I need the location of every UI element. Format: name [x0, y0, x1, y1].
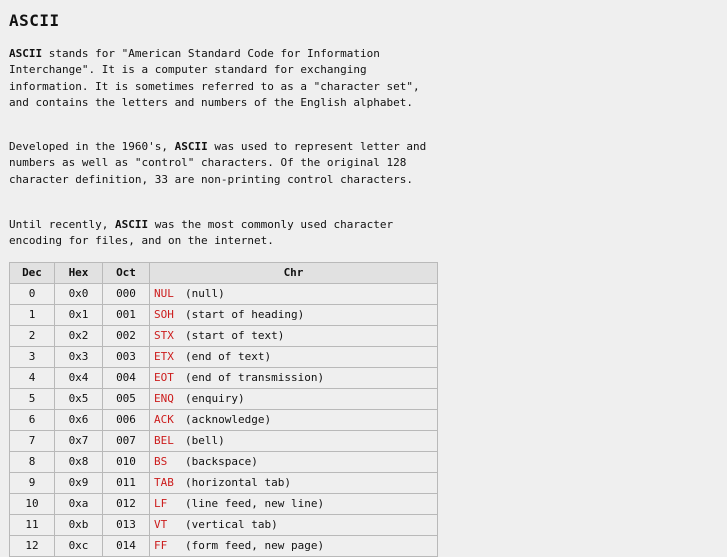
- dec-cell: 11: [10, 515, 55, 536]
- dec-cell: 9: [10, 473, 55, 494]
- table-row: [10, 389, 438, 410]
- table-row: [10, 410, 438, 431]
- oct-cell: 003: [103, 347, 150, 368]
- hex-cell: 0xa: [55, 494, 103, 515]
- dec-cell: 4: [10, 368, 55, 389]
- control-char-description: (enquiry): [185, 392, 245, 405]
- usage-text-after: was the most commonly used character encoding for files, and on the internet.: [9, 218, 394, 248]
- hex-cell: 0x4: [55, 368, 103, 389]
- oct-cell: 011: [103, 473, 150, 494]
- control-char-abbr: ACK: [154, 413, 174, 426]
- hex-cell: 0x9: [55, 473, 103, 494]
- oct-cell: 014: [103, 536, 150, 557]
- control-char-abbr: ENQ: [154, 392, 174, 405]
- chr-cell: [150, 389, 438, 410]
- control-char-description: (null): [185, 287, 225, 300]
- chr-cell: [150, 368, 438, 389]
- table-row: [10, 284, 438, 305]
- control-char-description: (end of transmission): [185, 371, 325, 384]
- dec-cell: 6: [10, 410, 55, 431]
- dec-cell: 5: [10, 389, 55, 410]
- table-row: [10, 494, 438, 515]
- history-bold-term: ASCII: [174, 140, 208, 153]
- chr-cell: [150, 452, 438, 473]
- oct-cell: 012: [103, 494, 150, 515]
- control-char-description: (start of heading): [185, 308, 305, 321]
- table-row: [10, 452, 438, 473]
- hex-cell: 0x6: [55, 410, 103, 431]
- oct-cell: 002: [103, 326, 150, 347]
- chr-cell: [150, 284, 438, 305]
- column-header-oct: Oct: [103, 263, 150, 284]
- history-text-after: was used to represent letter and numbers as well as "control" characters. Of the original 128 character definition, 33 are non-printing control characters.: [9, 140, 427, 186]
- chr-cell: [150, 305, 438, 326]
- hex-cell: 0xc: [55, 536, 103, 557]
- intro-text: stands for "American Standard Code for Information Interchange". It is a computer standard for exchanging information. It is sometimes referred to as a "character set", and contains the letters and numbers of the English alphabet.: [9, 47, 420, 110]
- dec-cell: 3: [10, 347, 55, 368]
- dec-cell: 2: [10, 326, 55, 347]
- control-char-abbr: TAB: [154, 476, 174, 489]
- history-paragraph: [9, 139, 429, 188]
- usage-paragraph: [9, 217, 429, 250]
- oct-cell: 004: [103, 368, 150, 389]
- control-char-description: (bell): [185, 434, 225, 447]
- table-row: [10, 326, 438, 347]
- dec-cell: 7: [10, 431, 55, 452]
- hex-cell: 0x2: [55, 326, 103, 347]
- control-char-abbr: VT: [154, 518, 168, 531]
- control-char-description: (acknowledge): [185, 413, 272, 426]
- hex-cell: 0xb: [55, 515, 103, 536]
- control-char-description: (line feed, new line): [185, 497, 325, 510]
- chr-cell: [150, 431, 438, 452]
- table-row: [10, 473, 438, 494]
- hex-cell: 0x8: [55, 452, 103, 473]
- hex-cell: 0x1: [55, 305, 103, 326]
- oct-cell: 006: [103, 410, 150, 431]
- control-char-abbr: SOH: [154, 308, 174, 321]
- chr-cell: [150, 410, 438, 431]
- column-header-hex: Hex: [55, 263, 103, 284]
- control-char-description: (vertical tab): [185, 518, 278, 531]
- control-char-abbr: FF: [154, 539, 168, 552]
- control-char-description: (start of text): [185, 329, 285, 342]
- history-text-before: Developed in the 1960's,: [9, 140, 175, 153]
- dec-cell: 8: [10, 452, 55, 473]
- ascii-table: [9, 262, 438, 557]
- oct-cell: 001: [103, 305, 150, 326]
- oct-cell: 010: [103, 452, 150, 473]
- column-header-dec: Dec: [10, 263, 55, 284]
- control-char-abbr: STX: [154, 329, 174, 342]
- chr-cell: [150, 473, 438, 494]
- column-header-chr: Chr: [150, 263, 438, 284]
- oct-cell: 005: [103, 389, 150, 410]
- usage-text-before: Until recently,: [9, 218, 115, 231]
- table-header-row: [10, 263, 438, 284]
- page-title: ASCII: [9, 11, 60, 30]
- hex-cell: 0x0: [55, 284, 103, 305]
- chr-cell: [150, 536, 438, 557]
- control-char-description: (horizontal tab): [185, 476, 291, 489]
- control-char-abbr: BEL: [154, 434, 174, 447]
- control-char-description: (end of text): [185, 350, 272, 363]
- oct-cell: 007: [103, 431, 150, 452]
- chr-cell: [150, 515, 438, 536]
- intro-paragraph: [9, 46, 429, 112]
- table-row: [10, 431, 438, 452]
- hex-cell: 0x3: [55, 347, 103, 368]
- table-row: [10, 515, 438, 536]
- control-char-abbr: NUL: [154, 287, 174, 300]
- hex-cell: 0x7: [55, 431, 103, 452]
- dec-cell: 0: [10, 284, 55, 305]
- hex-cell: 0x5: [55, 389, 103, 410]
- control-char-abbr: ETX: [154, 350, 174, 363]
- table-row: [10, 536, 438, 557]
- chr-cell: [150, 494, 438, 515]
- control-char-abbr: EOT: [154, 371, 174, 384]
- intro-bold-term: ASCII: [9, 47, 43, 60]
- control-char-abbr: BS: [154, 455, 168, 468]
- control-char-description: (backspace): [185, 455, 258, 468]
- chr-cell: [150, 326, 438, 347]
- oct-cell: 013: [103, 515, 150, 536]
- dec-cell: 10: [10, 494, 55, 515]
- table-row: [10, 368, 438, 389]
- dec-cell: 1: [10, 305, 55, 326]
- control-char-abbr: LF: [154, 497, 168, 510]
- usage-bold-term: ASCII: [114, 218, 149, 231]
- control-char-description: (form feed, new page): [185, 539, 325, 552]
- table-row: [10, 347, 438, 368]
- dec-cell: 12: [10, 536, 55, 557]
- oct-cell: 000: [103, 284, 150, 305]
- chr-cell: [150, 347, 438, 368]
- table-row: [10, 305, 438, 326]
